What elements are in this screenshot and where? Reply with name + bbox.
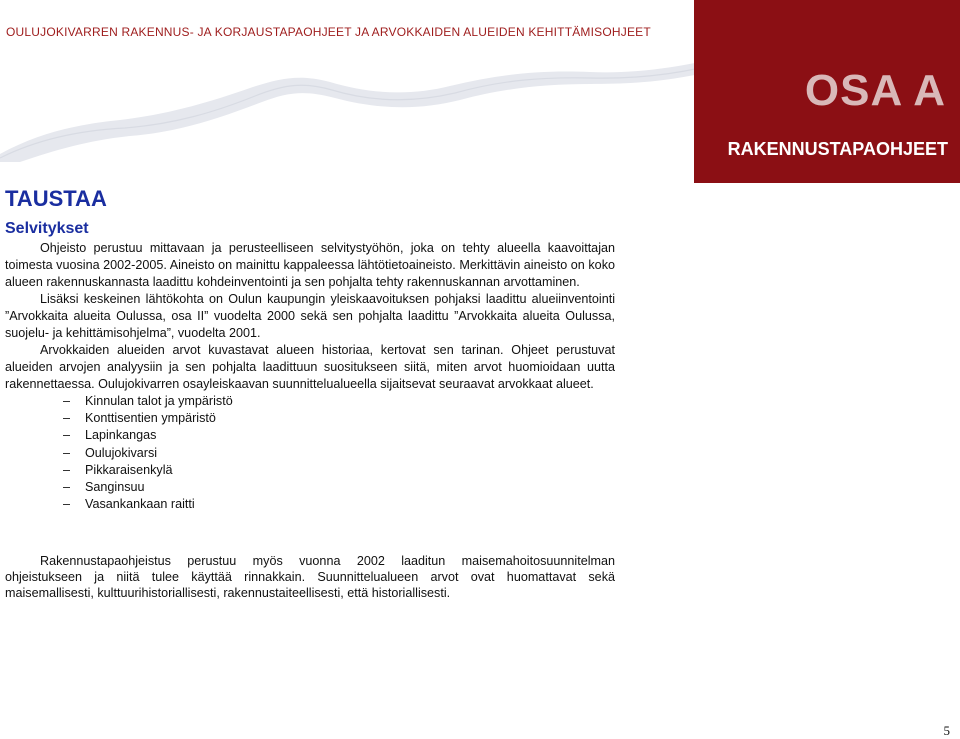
section-box <box>694 0 960 183</box>
list-marker: – <box>63 394 71 408</box>
list-item <box>63 393 615 410</box>
list-marker: – <box>63 445 71 460</box>
section-part: OSA A <box>804 66 946 115</box>
list-item-label: Kinnulan talot ja ympäristö <box>85 394 233 408</box>
paragraph: Lisäksi keskeinen lähtökohta on Oulun kaupungin yleiskaavoituksen pohjaksi laadittu alueiinventointi ”Arvokkaita alueita Oulussa, osa II” vuodelta 2000 sekä sen pohjalta laadittu ”Arvokkaita alueita Oulussa, suojelu- ja kehittämisohjelma”, vuodelta 2001. <box>5 292 615 340</box>
list-item-label: Konttisentien ympäristö <box>85 411 216 426</box>
paragraph: Ohjeisto perustuu mittavaan ja perusteelliseen selvitystyöhön, joka on tehty alueella kaavoittajan toimesta vuosina 2002-2005. Aineisto on mainittu kappaleessa lähtötietoaineisto. Merkittävin aineisto on koko alueen rakennuskannasta laadittu kohdeinventointi ja sen pohjalta tehty rakennuskannan arvottaminen. <box>5 241 615 289</box>
page-heading: TAUSTAA <box>5 186 107 211</box>
list-marker: – <box>63 411 71 426</box>
header-title: OULUJOKIVARREN RAKENNUS- JA KORJAUSTAPAOHJEET JA ARVOKKAIDEN ALUEIDEN KEHITTÄMISOHJEET <box>6 25 651 39</box>
areas-list <box>5 393 615 513</box>
list-item-label: Oulujokivarsi <box>85 445 158 460</box>
list-item <box>63 410 615 427</box>
river-illustration <box>0 62 700 162</box>
closing-text <box>5 553 615 601</box>
list-item <box>63 479 615 496</box>
list-marker: – <box>63 428 71 443</box>
list-item-label: Sanginsuu <box>85 480 145 495</box>
subheading: Selvitykset <box>5 220 89 237</box>
list-item <box>63 462 615 479</box>
list-marker: – <box>63 497 71 512</box>
list-item-label: Pikkaraisenkylä <box>85 462 173 477</box>
list-marker: – <box>63 462 71 477</box>
list-item <box>63 445 615 462</box>
page-number: 5 <box>943 723 950 738</box>
paragraph: Arvokkaiden alueiden arvot kuvastavat alueen historiaa, kertovat sen tarinan. Ohjeet perustuvat alueiden arvojen analyysiin ja sen pohjalta laadittuun suositukseen siitä, miten arvot huomioidaan uutta rakennettaessa. Oulujokivarren osayleiskaavan suunnittelualueella sijaitsevat seuraavat arvokkaat alueet. <box>5 343 615 391</box>
list-item <box>63 496 615 513</box>
section-subtitle: RAKENNUSTAPAOHJEET <box>727 139 948 159</box>
list-item-label: Lapinkangas <box>85 428 157 443</box>
list-marker: – <box>63 480 71 495</box>
closing-paragraph: Rakennustapaohjeistus perustuu myös vuonna 2002 laaditun maisemahoitosuunnitelman ohjeistukseen ja niitä tulee käyttää rinnakkain. Suunnittelualueen arvot ovat huomattavat sekä maisemallisesti, kulttuurihistoriallisesti, rakennustaiteellisesti, että historiallisesti. <box>5 554 615 600</box>
list-item-label: Vasankankaan raitti <box>85 497 195 512</box>
list-item <box>63 427 615 444</box>
river-shape <box>0 62 700 162</box>
body-text <box>5 240 615 513</box>
